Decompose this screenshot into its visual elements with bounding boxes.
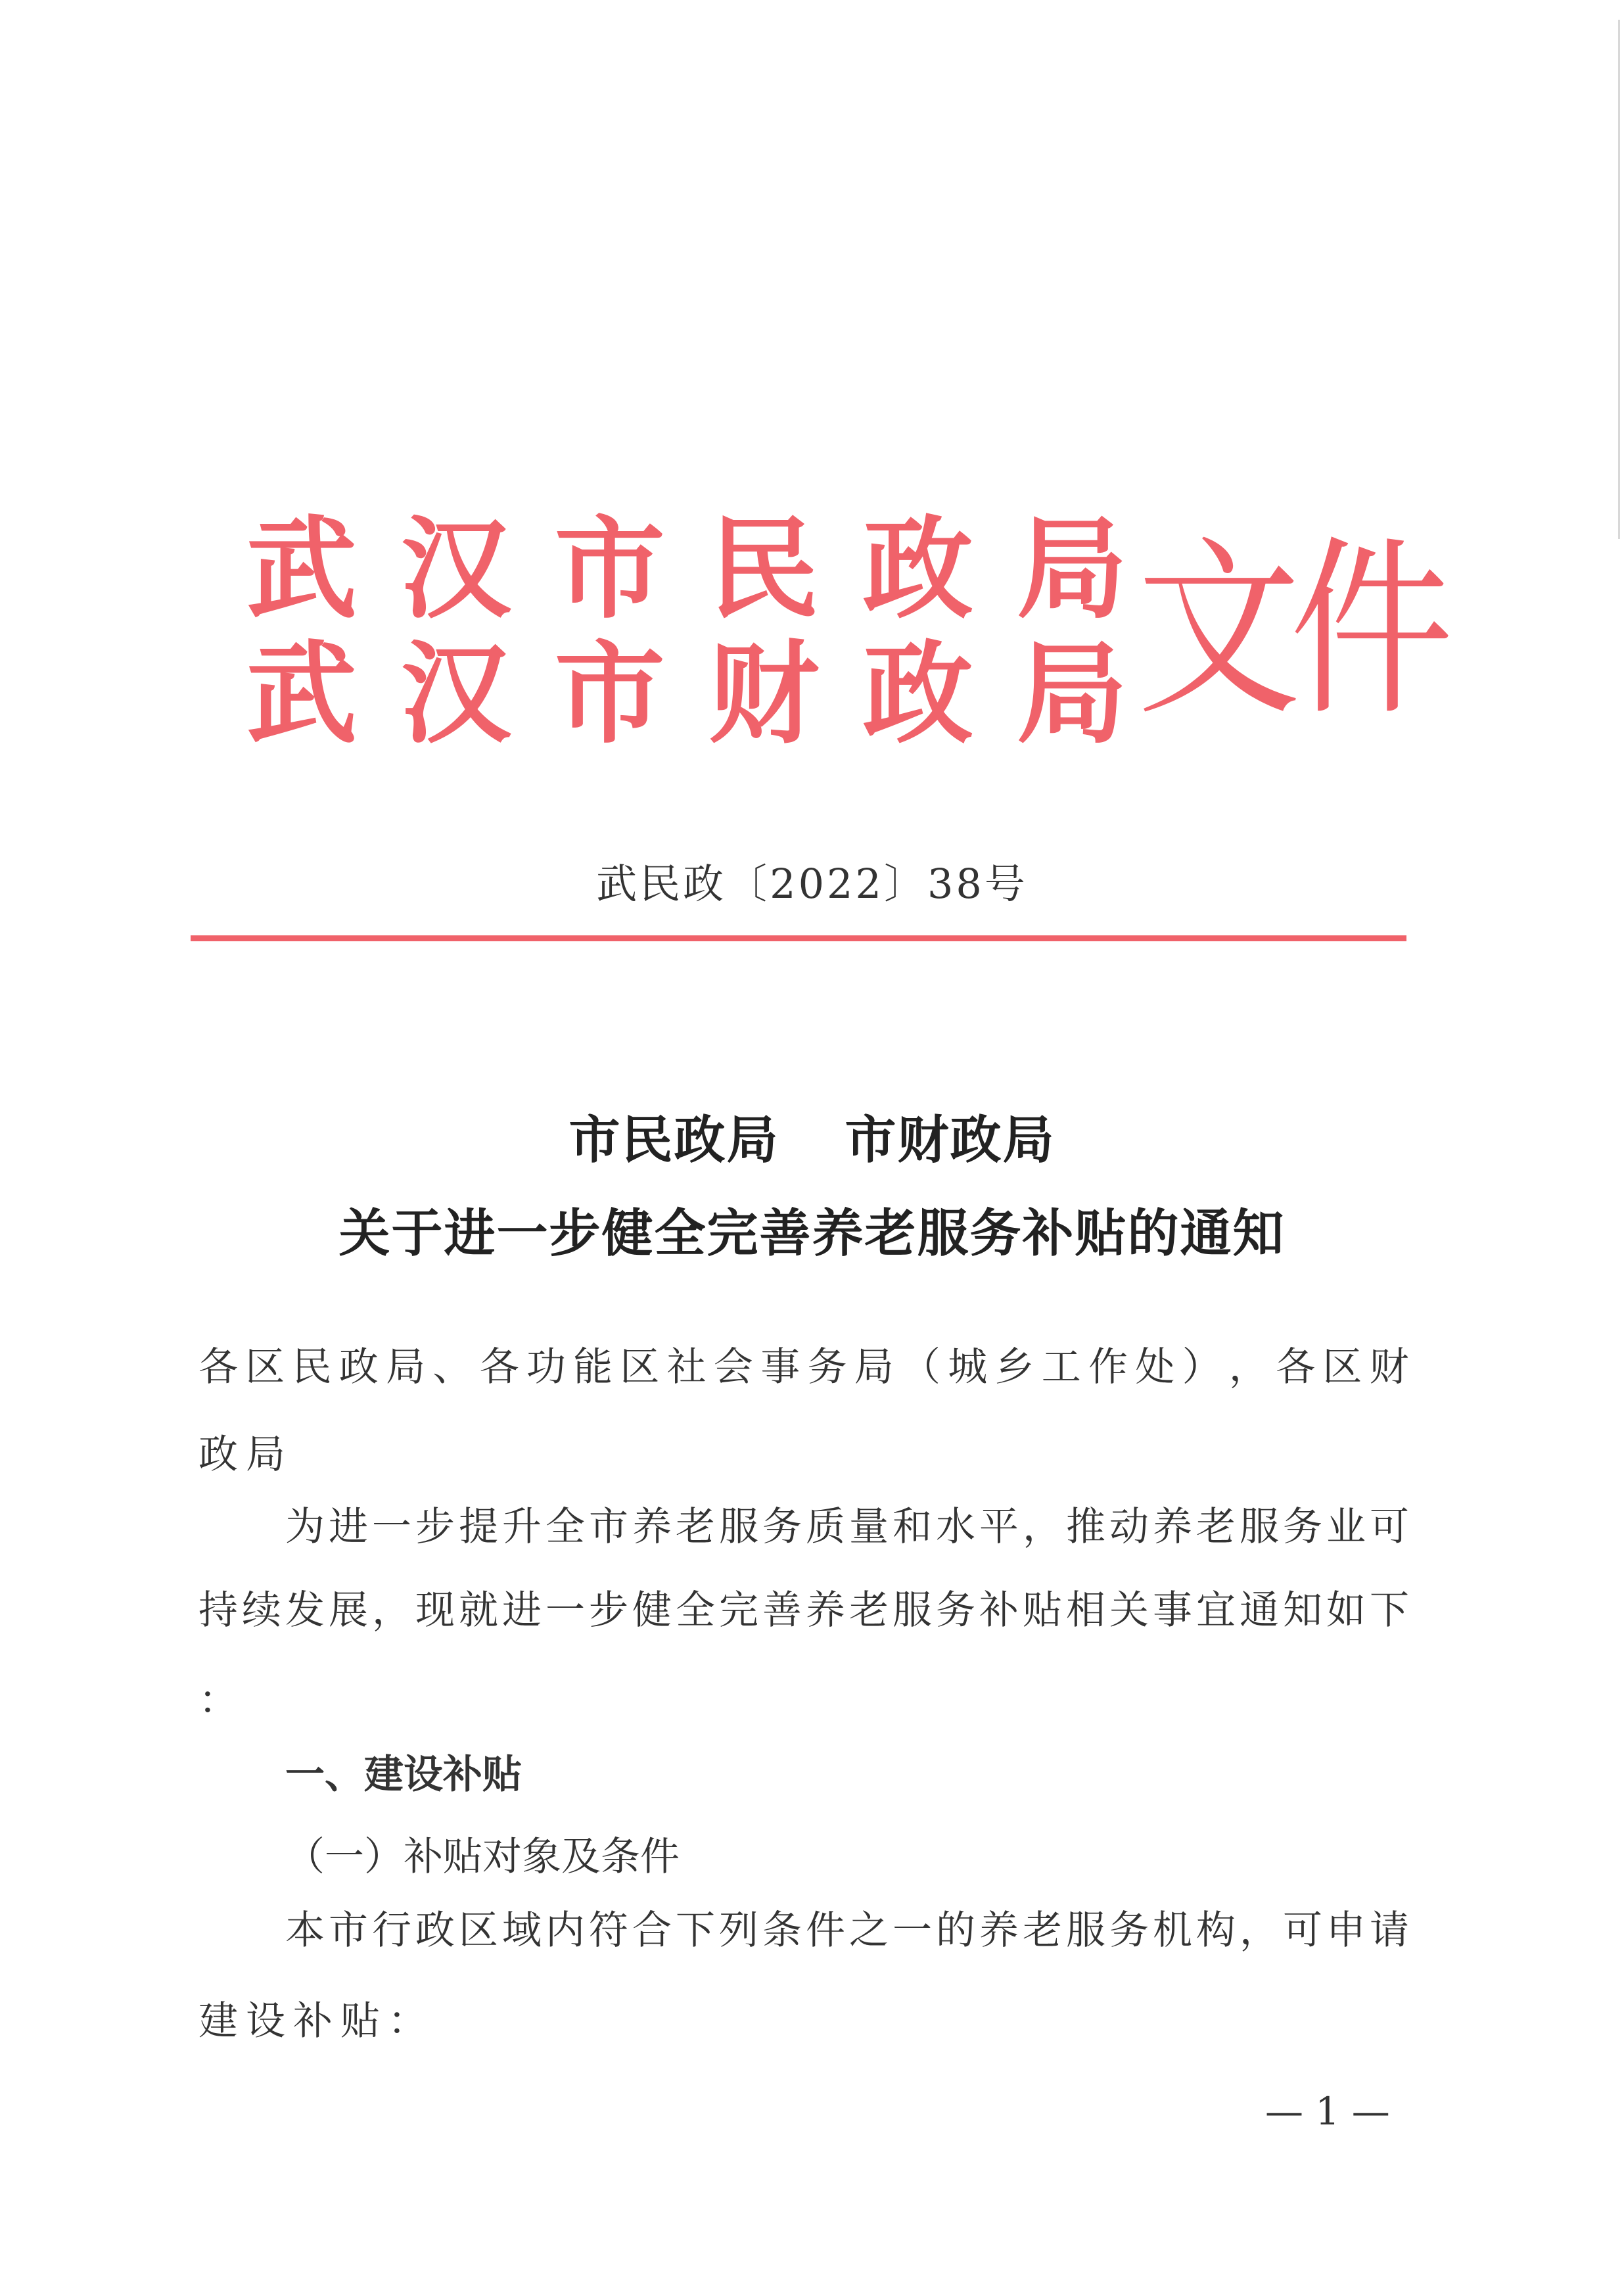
section-heading-construction-subsidy: 一、建设补贴	[285, 1752, 522, 1798]
scan-edge-shadow	[1618, 20, 1620, 539]
red-divider-line	[191, 935, 1406, 941]
recipients-line-1: 各 区 民 政 局 、 各 功 能 区 社 会 事 务 局 （ 城 乡 工 作 处 ） ， 各 区 财	[198, 1344, 1409, 1390]
notice-title-issuers	[0, 1104, 1624, 1177]
subsection-text-line-2: 建设补贴：	[198, 1998, 435, 2044]
letterhead-line-1: 武 汉 市 民 政 局	[246, 504, 1127, 634]
notice-title: 关于进一步健全完善养老服务补贴的通知	[338, 1204, 1286, 1263]
letterhead-line-2: 武 汉 市 财 政 局	[246, 628, 1127, 759]
letterhead-doc-word: 文件	[1137, 520, 1443, 741]
intro-line-1: 为 进 一 步 提 升 全 市 养 老 服 务 质 量 和 水 平 ， 推 动 养 老 服 务 业 可	[285, 1504, 1409, 1550]
intro-line-3: ：	[198, 1677, 246, 1723]
title-issuer-civil-affairs: 市民政局	[568, 1110, 779, 1170]
page-number: — 1 —	[1265, 2089, 1390, 2134]
subsection-text-line-1: 本 市 行 政 区 域 内 符 合 下 列 条 件 之 一 的 养 老 服 务 机 构 ， 可 申 请	[285, 1908, 1409, 1954]
document-number: 武民政〔2022〕38号	[596, 860, 1028, 908]
letterhead-issuers	[246, 504, 1127, 759]
title-issuer-finance: 市财政局	[845, 1110, 1056, 1170]
intro-line-2: 持 续 发 展 ， 现 就 进 一 步 健 全 完 善 养 老 服 务 补 贴 相 关 事 宜 通 知 如 下	[198, 1587, 1409, 1633]
subsection-heading-subsidy-objects: （一）补贴对象及条件	[285, 1834, 680, 1880]
recipients-line-2: 政局	[198, 1432, 293, 1478]
